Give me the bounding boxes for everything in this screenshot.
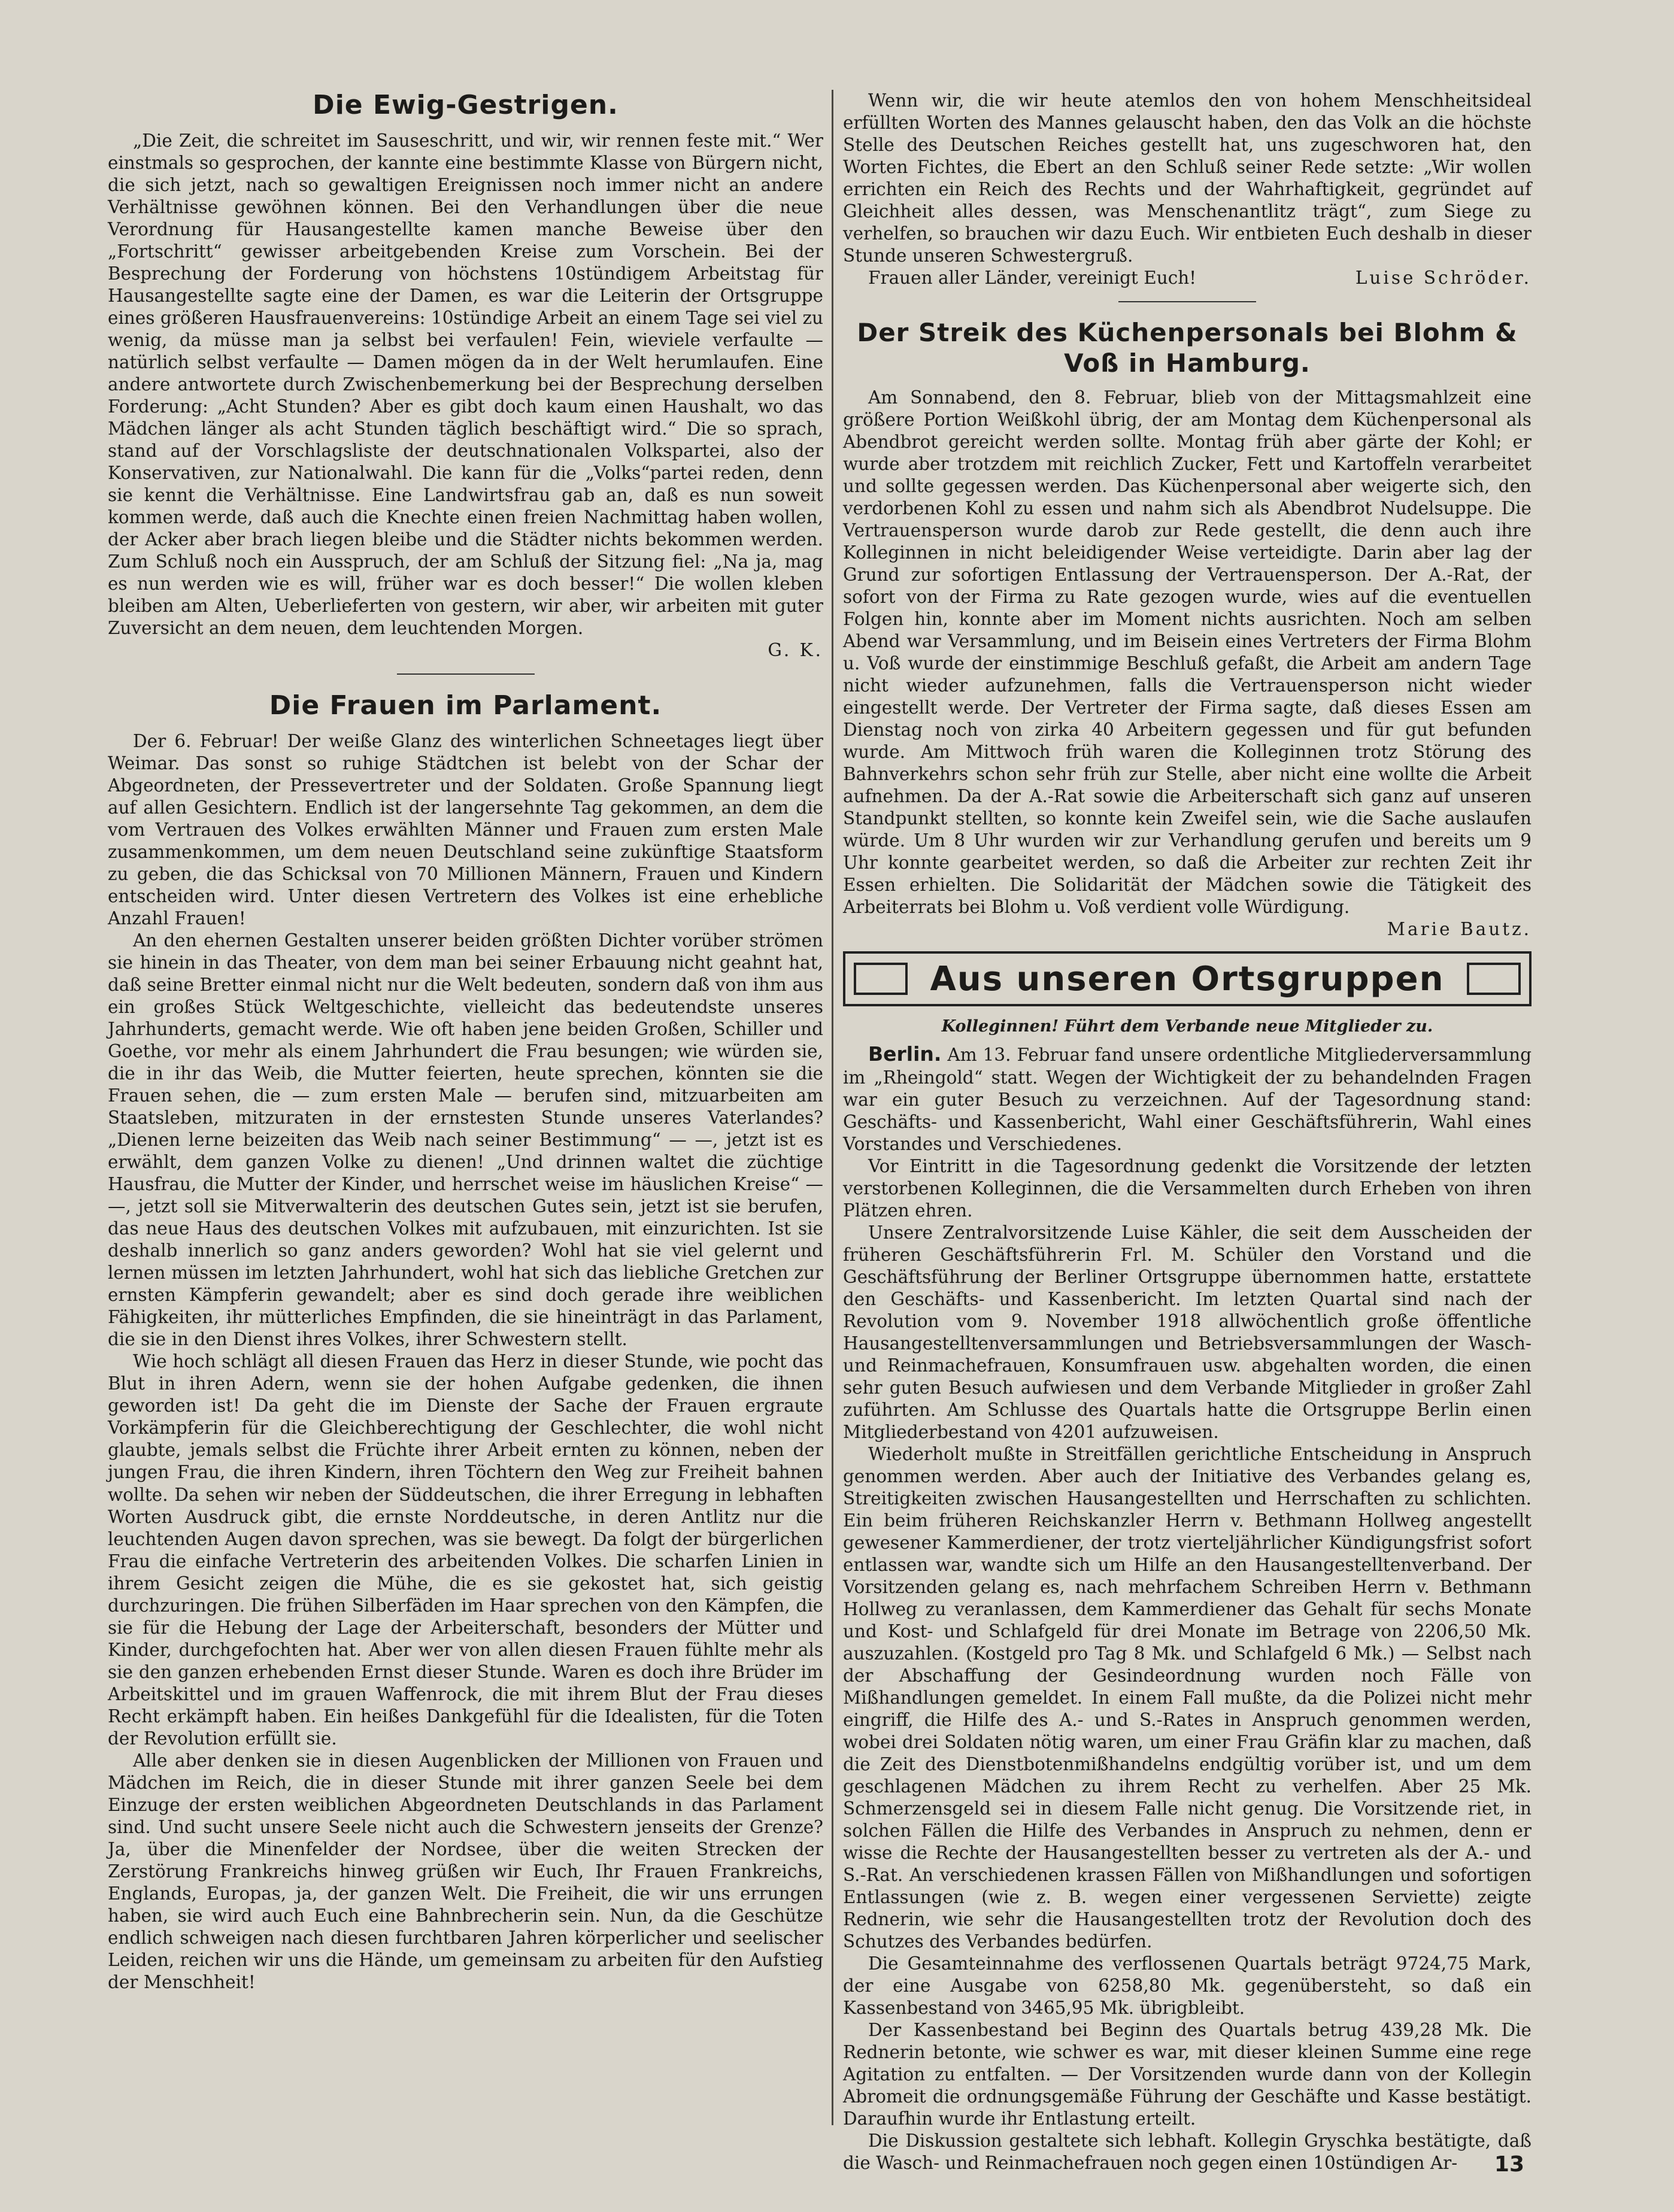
article-paragraph (843, 1042, 1532, 1155)
article-title-streik: Der Streik des Küchenpersonals bei Blohm & Voß in Hamburg. (857, 318, 1518, 378)
article-signature: G. K. (768, 640, 823, 661)
article-paragraph: Wie hoch schlägt all diesen Frauen das Herz in dieser Stunde, wie pocht das Blut in ihren Adern, wenn sie der hohen Aufgabe gedenken, die ihnen geworden ist! Da geht die im Dienste der Sache der Frauen ergraute Vorkämpferin für die Gleichberechtigung der Geschlechter, die wohl nicht glaubte, jemals selbst die Früchte ihrer Arbeit ernten zu können, neben der jungen Frau, die ihren Kindern, ihren Töchtern den Weg zur Freiheit bahnen wollte. Da sehen wir neben der Süddeutschen, die ihrer Erregung in lebhaften Worten Ausdruck gibt, die ernste Norddeutsche, in deren Antlitz nur die leuchtenden Augen davon sprechen, was sie bewegt. Da folgt der bürgerlichen Frau die einfache Vertreterin des arbeitenden Volkes. Die scharfen Linien in ihrem Gesicht zeigen die Mühe, die es sie gekostet hat, sich geistig durchzuringen. Die frühen Silberfäden im Haar sprechen von den Kämpfen, die sie für die Hebung der Lage der Arbeiterschaft, besonders der Mütter und Kinder, durchgefochten hat. Aber wer von allen diesen Frauen fühlte mehr als sie den ganzen erhebenden Ernst dieser Stunde. Waren es doch ihre Brüder im Arbeitskittel und im grauen Waffenrock, die mit ihrem Blut der Frau dieses Recht erkämpft haben. Ein heißes Dankgefühl für die Idealisten, für die Toten der Revolution erfüllt sie. (108, 1351, 823, 1749)
closing-signature: Luise Schröder. (1355, 268, 1532, 289)
column-divider (832, 90, 833, 2125)
article-paragraph: An den ehernen Gestalten unserer beiden größten Dichter vorüber strömen sie hinein in das Theater, von dem man bei seiner Erbauung nicht geahnt hat, daß seine Bretter einmal nicht nur die Welt bedeuten, sondern daß von ihm aus ein großes Stück Weltgeschichte, vielleicht das bedeutendste unseres Jahrhunderts, gemacht werde. Wie oft haben jene beiden Großen, Schiller und Goethe, vor mehr als einem Jahrhundert die Frau besungen; wie würden sie, die in ihr das Weib, die Mutter feierten, heute sprechen, könnten sie die Frauen sehen, die — zum ersten Male — berufen sind, mitzuarbeiten am Staatsleben, mitzuraten in der ernstesten Stunde unseres Vaterlandes? „Dienen lerne beizeiten das Weib nach seiner Bestimmung“ — —, jetzt ist es erwählt, dem ganzen Volke zu dienen! „Und drinnen waltet die züchtige Hausfrau, die Mutter der Kinder, und herrschet weise im häuslichen Kreise“ — —, jetzt soll sie Mitverwalterin des deutschen Gutes sein, jetzt ist sie berufen, das neue Haus des deutschen Volkes mit aufzubauen, mit einzurichten. Ist sie deshalb innerlich so ganz anders geworden? Wohl hat sie viel gelernt und lernen müssen im letzten Jahrhundert, wohl hat sich das liebliche Gretchen zur ernsten Kämpferin gewandelt; aber es sind doch gerade ihre weiblichen Fähigkeiten, ihr mütterliches Empfinden, die sie hineinträgt in das Parlament, die sie in den Dienst ihres Volkes, ihrer Schwestern stellt. (108, 930, 823, 1350)
article-paragraph: Die Diskussion gestaltete sich lebhaft. Kollegin Gryschka bestätigte, daß die Wasch- und Reinmachefrauen noch gegen einen 10stündigen Ar- (843, 2131, 1532, 2174)
article-paragraph: Wiederholt mußte in Streitfällen gerichtliche Entscheidung in Anspruch genommen werden. Aber auch der Initiative des Verbandes gelang es, Streitigkeiten zwischen Hausangestellten und Herrschaften zu schlichten. Ein beim früheren Reichskanzler Herrn v. Bethmann Hollweg angestellt gewesener Kammerdiener, der trotz vierteljährlicher Kündigungsfrist sofort entlassen war, wandte sich um Hilfe an den Hausangestelltenverband. Der Vorsitzenden gelang es, nach mehrfachem Schreiben Herrn v. Bethmann Hollweg zu veranlassen, dem Kammerdiener das Gehalt für sechs Monate und Kost- und Schlafgeld für drei Monate im Betrage von 2206,50 Mk. auszuzahlen. (Kostgeld pro Tag 8 Mk. und Schlafgeld 6 Mk.) — Selbst nach der Abschaffung der Gesindeordnung wurden noch Fälle von Mißhandlungen gemeldet. In einem Fall mußte, da die Polizei nicht mehr eingriff, die Hilfe des A.- und S.-Rates in Anspruch genommen werden, wobei drei Soldaten nötig waren, um einer Frau Gräfin klar zu machen, daß die Zeit des Dienstbotenmißhandelns endgültig vorüber ist, und um dem geschlagenen Mädchen zu ihrem Recht zu verhelfen. Aber 25 Mk. Schmerzensgeld sei in diesem Falle nicht genug. Die Vorsitzende riet, in solchen Fällen die Hilfe des Verbandes in Anspruch zu nehmen, denn er wisse die Rechte der Hausangestellten besser zu vertreten als der A.- und S.-Rat. An verschiedenen krassen Fällen von Mißhandlungen und sofortigen Entlassungen (wie z. B. wegen einer vergessenen Serviette) zeigte Rednerin, wie sehr die Hausangestellten trotz der Revolution doch des Schutzes des Verbandes bedürfen. (843, 1443, 1532, 1952)
section-divider (397, 673, 535, 675)
closing-line: Frauen aller Länder, vereinigt Euch! (868, 268, 1197, 289)
article-paragraph: Die Gesamteinnahme des verflossenen Quartals beträgt 9724,75 Mark, der eine Ausgabe von 6258,80 Mk. gegenübersteht, so daß ein Kassenbestand von 3465,95 Mk. übrigbleibt. (843, 1953, 1532, 2019)
article-paragraph: Alle aber denken sie in diesen Augenblicken der Millionen von Frauen und Mädchen im Reich, die in dieser Stunde mit ihrer ganzen Seele bei dem Einzuge der ersten weiblichen Abgeordneten Deutschlands in das Parlament sind. Und sucht unsere Seele nicht auch die Schwestern jenseits der Grenze? Ja, über die Minenfelder der Nordsee, über die weiten Strecken der Zerstörung Frankreichs hinweg grüßen wir Euch, Ihr Frauen Frankreichs, Englands, Europas, ja, der ganzen Welt. Die Freiheit, die wir uns errungen haben, sie wird auch Euch eine Bahnbrecherin sein. Nun, da die Geschütze endlich schweigen nach diesen furchtbaren Jahren körperlicher und seelischer Leiden, reichen wir uns die Hände, um gemeinsam zu arbeiten für den Aufstieg der Menschheit! (108, 1750, 823, 1992)
closing-line-row (843, 267, 1532, 289)
banner-ornament-left (854, 963, 908, 995)
article-paragraph: Unsere Zentralvorsitzende Luise Kähler, die seit dem Ausscheiden der früheren Geschäftsführerin Frl. M. Schüler den Vorstand und die Geschäftsführung der Berliner Ortsgruppe übernommen hatte, erstattete den Geschäfts- und Kassenbericht. Im letzten Quartal sind nach der Revolution vom 9. November 1918 allwöchentlich große öffentliche Hausangestelltenversammlungen und Betriebsversammlungen der Wasch- und Reinmachefrauen, Konsumfrauen usw. abgehalten worden, die einen sehr guten Besuch aufwiesen und dem Verbande Mitglieder in großer Zahl zuführten. Am Schlusse des Quartals hatte die Ortsgruppe Berlin einen Mitgliederbestand von 4201 aufzuweisen. (843, 1222, 1532, 1442)
article-paragraph: Vor Eintritt in die Tagesordnung gedenkt die Vorsitzende der letzten verstorbenen Kolleginnen, die die Versammelten durch Erheben von ihren Plätzen ehren. (843, 1155, 1532, 1221)
section-divider (1118, 301, 1256, 302)
page-number: 13 (1494, 2152, 1524, 2177)
article-paragraph: Wenn wir, die wir heute atemlos den von hohem Menschheitsideal erfüllten Worten des Mannes gelauscht haben, den das Volk an die höchste Stelle des Deutschen Reiches gestellt hat, uns zugeschworen hat, den Worten Fichtes, die Ebert an den Schluß seiner Rede setzte: „Wir wollen errichten ein Reich des Rechts und der Wahrhaftigkeit, gegründet auf Gleichheit alles dessen, was Menschenantlitz trägt“, zum Siege zu verhelfen, so brauchen wir dazu Euch. Wir entbieten Euch deshalb in dieser Stunde unseren Schwestergruß. (843, 90, 1532, 266)
paragraph-text: Am 13. Februar fand unsere ordentliche Mitgliederversammlung im „Rheingold“ statt. Wegen der Wichtigkeit der zu behandelnden Fragen war ein guter Besuch zu verzeichnen. Auf der Tagesordnung stand: Geschäfts- und Kassenbericht, Wahl einer Geschäftsführerin, Wahl eines Vorstandes und Verschiedenes. (843, 1045, 1532, 1154)
left-column (108, 90, 823, 2137)
section-banner (843, 951, 1532, 1006)
article-title-ewig-gestrigen: Die Ewig-Gestrigen. (313, 90, 618, 120)
right-column (843, 90, 1532, 2174)
section-slogan: Kolleginnen! Führt dem Verbande neue Mitglieder zu. (941, 1017, 1433, 1036)
city-heading: Berlin. (868, 1042, 942, 1066)
article-title-frauen-parlament: Die Frauen im Parlament. (269, 690, 662, 721)
banner-ornament-right (1467, 963, 1521, 995)
article-signature: Marie Bautz. (1387, 919, 1532, 940)
section-banner-title: Aus unseren Ortsgruppen (930, 959, 1445, 999)
article-paragraph: „Die Zeit, die schreitet im Sauseschritt, und wir, wir rennen feste mit.“ Wer einstmals so gesprochen, der kannte eine bestimmte Klasse von Bürgern nicht, die sich jetzt, nach so gewaltigen Ereignissen noch immer nicht an andere Verhältnisse gewöhnen können. Bei den Verhandlungen über die neue Verordnung für Hausangestellte kamen manche Beweise über den „Fortschritt“ gewisser arbeitgebenden Kreise zum Vorschein. Bei der Besprechung der Forderung von höchstens 10stündigem Arbeitstag für Hausangestellte sagte eine der Damen, es war die Leiterin der Ortsgruppe eines größeren Hausfrauenvereins: 10stündige Arbeit an einem Tage sei viel zu wenig, da müsse man ja selbst bei verfaulen! Fein, wieviele verfaulte — natürlich selbst verfaulte — Damen mögen da in der Welt herumlaufen. Eine andere antwortete durch Zwischenbemerkung bei der Besprechung derselben Forderung: „Acht Stunden? Aber es gibt doch kaum einen Haushalt, wo das Mädchen länger als acht Stunden täglich beschäftigt wird.“ Die so sprach, stand auf der Vorschlagsliste der deutschnationalen Volkspartei, also der Konservativen, zur Nationalwahl. Die kann für die „Volks“partei reden, denn sie kennt die Verhältnisse. Eine Landwirtsfrau gab an, daß es nun soweit kommen werde, daß auch die Knechte einen freien Nachmittag haben wollen, der Acker aber brach liegen bleibe und die Städter nichts bekommen werden. Zum Schluß noch ein Ausspruch, der am Schluß der Sitzung fiel: „Na ja, mag es nun werden wie es will, früher war es doch besser!“ Die wollen kleben bleiben am Alten, Ueberlieferten von gestern, wir aber, wir arbeiten mit guter Zuversicht an dem neuen, dem leuchtenden Morgen. (108, 130, 823, 639)
article-paragraph: Der Kassenbestand bei Beginn des Quartals betrug 439,28 Mk. Die Rednerin betonte, wie schwer es war, mit dieser kleinen Summe eine rege Agitation zu entfalten. — Der Vorsitzenden wurde dann von der Kollegin Abromeit die ordnungsgemäße Führung der Geschäfte und Kasse bestätigt. Daraufhin wurde ihr Entlastung erteilt. (843, 2020, 1532, 2129)
article-paragraph: Am Sonnabend, den 8. Februar, blieb von der Mittagsmahlzeit eine größere Portion Weißkohl übrig, der am Montag dem Küchenpersonal als Abendbrot gereicht werden sollte. Montag früh aber gärte der Kohl; er wurde aber trotzdem mit reichlich Zucker, Fett und Kartoffeln verarbeitet und sollte gegessen werden. Das Küchenpersonal aber weigerte sich, den verdorbenen Kohl zu essen und nahm sich als Abendbrot Nudelsuppe. Die Vertrauensperson wurde darob zur Rede gestellt, die denn auch ihre Kolleginnen in nicht beleidigender Weise verteidigte. Darin aber lag der Grund zur sofortigen Entlassung der Vertrauensperson. Der A.-Rat, der sofort von der Firma zu Rate gezogen wurde, wies auf die eventuellen Folgen hin, konnte aber im Moment nichts ausrichten. Noch am selben Abend war Versammlung, und im Beisein eines Vertreters der Firma Blohm u. Voß wurde der einstimmige Beschluß gefaßt, die Arbeit am andern Tage nicht wieder aufzunehmen, falls die Vertrauensperson nicht wieder eingestellt werde. Der Vertreter der Firma sagte, daß dieses Essen am Dienstag noch von zirka 40 Arbeitern gegessen und für gut befunden wurde. Am Mittwoch früh waren die Kolleginnen trotz Störung des Bahnverkehrs schon sehr früh zur Stelle, aber nicht eine wollte die Arbeit aufnehmen. Da der A.-Rat sowie die Arbeiterschaft sich ganz auf unseren Standpunkt stellten, so konnte kein Zweifel sein, wie die Sache auslaufen würde. Um 8 Uhr wurden wir zur Verhandlung gerufen und bereits um 9 Uhr konnte gearbeitet werden, so daß die Arbeiter zur rechten Zeit ihr Essen erhielten. Die Solidarität der Mädchen sowie die Tätigkeit des Arbeiterrats bei Blohm u. Voß verdient volle Würdigung. (843, 387, 1532, 918)
article-paragraph: Der 6. Februar! Der weiße Glanz des winterlichen Schneetages liegt über Weimar. Das sonst so ruhige Städtchen ist belebt von der Schar der Abgeordneten, der Pressevertreter und der Soldaten. Große Spannung liegt auf allen Gesichtern. Endlich ist der langersehnte Tag gekommen, an dem die vom Vertrauen des Volkes erwählten Männer und Frauen zum ersten Male zusammenkommen, um dem neuen Deutschland seine zukünftige Staatsform zu geben, die das Schicksal von 70 Millionen Männern, Frauen und Kindern entscheiden wird. Unter diesen Vertretern des Volkes ist eine erhebliche Anzahl Frauen! (108, 730, 823, 929)
